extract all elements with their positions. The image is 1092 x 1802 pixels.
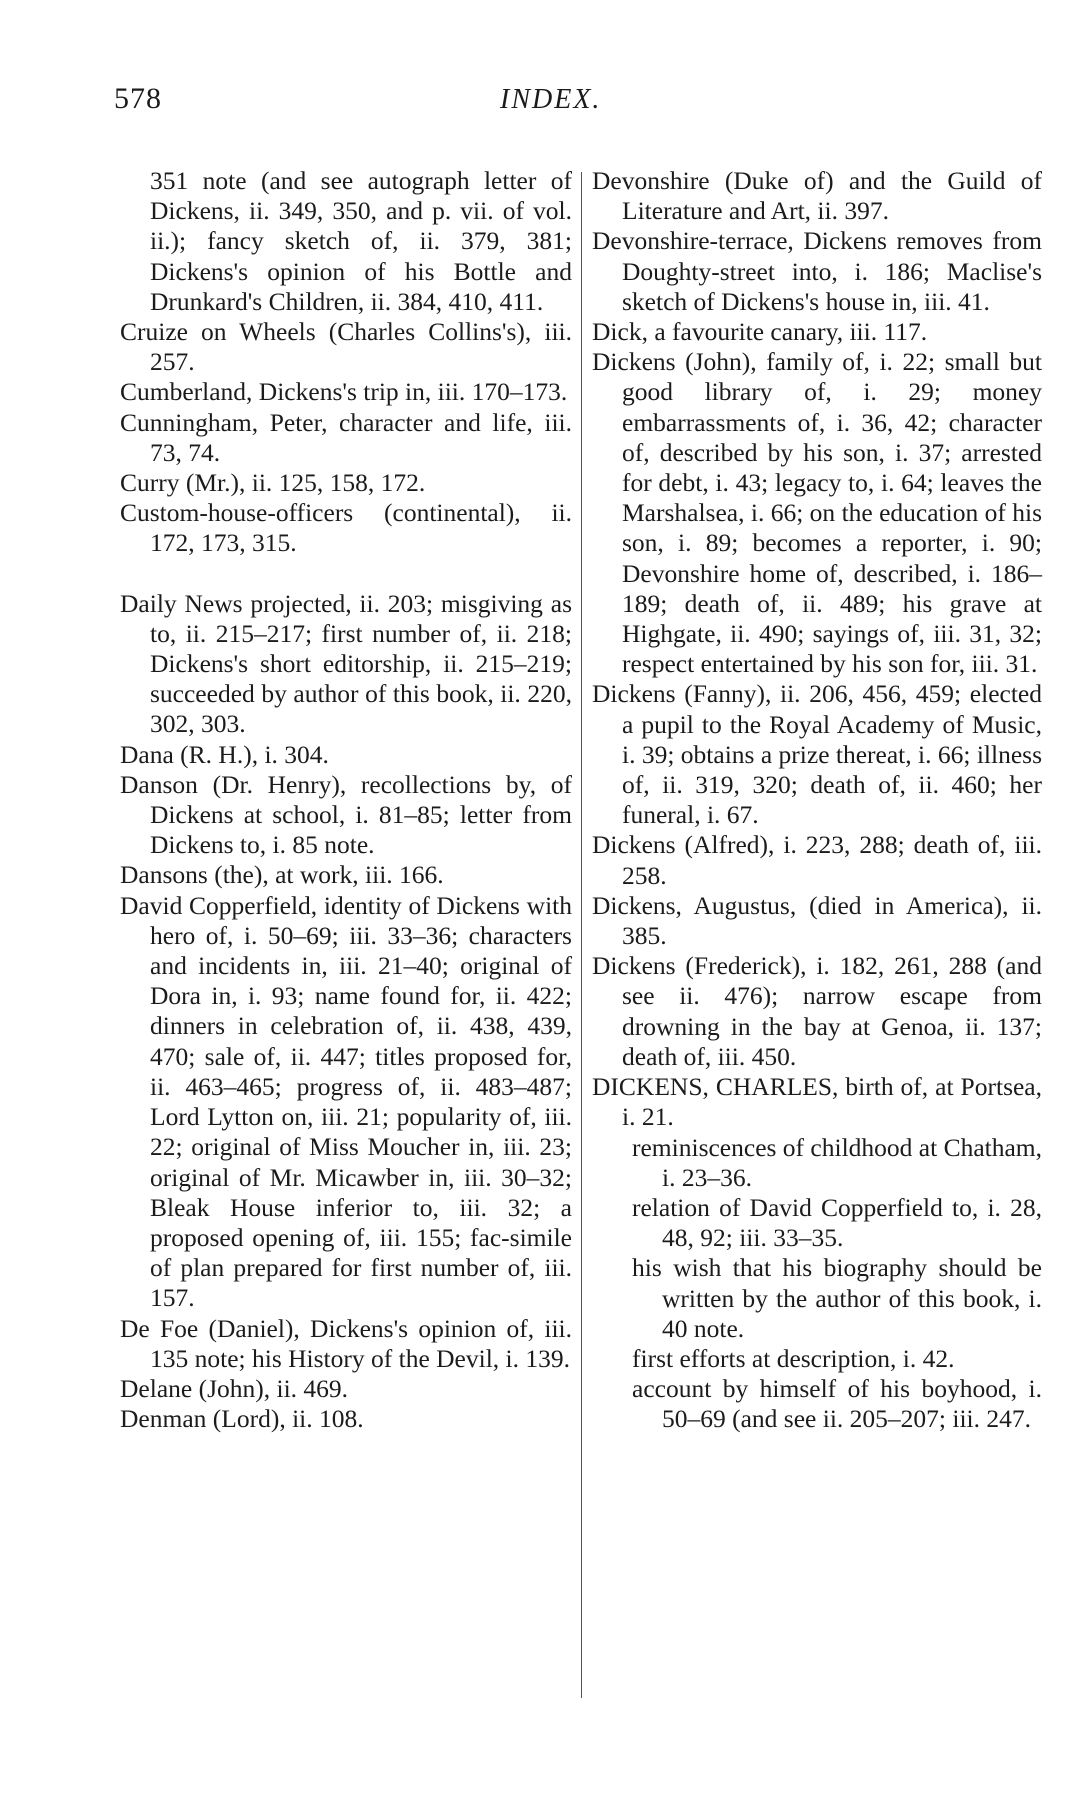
- index-entry-dickens-fanny: Dickens (Fanny), ii. 206, 456, 459; elected a pupil to the Royal Academy of Music, i. 39; obtains a prize thereat, i. 66; illness of, ii. 319, 320; death of, ii. 460; her funeral, i. 67.: [592, 679, 1042, 830]
- letter-gap: [120, 559, 572, 589]
- index-entry-devonshire-terrace: Devonshire-terrace, Dickens removes from Doughty-street into, i. 186; Maclise's sketch of Dickens's house in, iii. 41.: [592, 226, 1042, 316]
- index-subentry-biography-wish: his wish that his biography should be written by the author of this book, i. 40 note.: [632, 1253, 1042, 1343]
- index-subentry-boyhood-account: account by himself of his boyhood, i. 50–69 (and see ii. 205–207; iii. 247.: [632, 1374, 1042, 1434]
- index-entry-dickens-alfred: Dickens (Alfred), i. 223, 288; death of, iii. 258.: [592, 830, 1042, 890]
- index-subentry-reminiscences: reminiscences of childhood at Chatham, i. 23–36.: [632, 1132, 1043, 1192]
- index-entry-continuation: 351 note (and see autograph letter of Dickens, ii. 349, 350, and p. vii. of vol. ii.); fancy sketch of, ii. 379, 381; Dickens's opinion of his Bottle and Drunkard's Children, ii. 384, 410, 411.: [150, 166, 572, 316]
- page-number: 578: [114, 82, 162, 115]
- index-entry-delane: Delane (John), ii. 469.: [120, 1373, 349, 1403]
- index-entry-curry: Curry (Mr.), ii. 125, 158, 172.: [120, 468, 426, 498]
- index-entry-custom-house-officers: Custom-house-officers (continental), ii. 172, 173, 315.: [120, 498, 572, 558]
- index-entry-cumberland: Cumberland, Dickens's trip in, iii. 170–173.: [120, 377, 568, 407]
- left-column: [120, 166, 572, 1434]
- index-subentry-relation-copperfield: relation of David Copperfield to, i. 28, 48, 92; iii. 33–35.: [632, 1192, 1042, 1253]
- index-entry-de-foe: De Foe (Daniel), Dickens's opinion of, iii. 135 note; his History of the Devil, i. 139.: [120, 1313, 572, 1373]
- index-entry-dickens-charles: DICKENS, CHARLES, birth of, at Portsea, i. 21.: [592, 1072, 1042, 1132]
- index-entry-devonshire-duke: Devonshire (Duke of) and the Guild of Literature and Art, ii. 397.: [592, 166, 1042, 226]
- index-entry-dickens-john: Dickens (John), family of, i. 22; small but good library of, i. 29; money embarrassments of, i. 36, 42; character of, described by his son, i. 37; arrested for debt, i. 43; legacy to, i. 64; leaves the Marshalsea, i. 66; on the education of his son, i. 89; becomes a reporter, i. 90; Devonshire home of, described, i. 186–189; death of, ii. 489; his grave at Highgate, ii. 490; sayings of, iii. 31, 32; respect entertained by his son for, iii. 31.: [592, 347, 1042, 679]
- index-entry-cruize-on-wheels: Cruize on Wheels (Charles Collins's), iii. 257.: [120, 317, 572, 377]
- index-entry-cunningham: Cunningham, Peter, character and life, iii. 73, 74.: [120, 407, 572, 467]
- index-entry-dana: Dana (R. H.), i. 304.: [120, 739, 329, 769]
- index-entry-dick-canary: Dick, a favourite canary, iii. 117.: [592, 317, 928, 347]
- running-head: INDEX.: [500, 84, 602, 115]
- column-divider: [581, 172, 582, 1698]
- index-entry-dickens-frederick: Dickens (Frederick), i. 182, 261, 288 (and see ii. 476); narrow escape from drowning in the bay at Genoa, ii. 137; death of, iii. 450.: [592, 951, 1042, 1071]
- index-entry-danson: Danson (Dr. Henry), recollections by, of Dickens at school, i. 81–85; letter from Dickens to, i. 85 note.: [120, 769, 572, 860]
- right-column: [592, 166, 1042, 1435]
- index-entry-dansons: Dansons (the), at work, iii. 166.: [120, 860, 444, 890]
- index-entry-denman: Denman (Lord), ii. 108.: [120, 1404, 364, 1434]
- index-subentry-first-efforts: first efforts at description, i. 42.: [632, 1343, 955, 1373]
- index-entry-dickens-augustus: Dickens, Augustus, (died in America), ii. 385.: [592, 890, 1042, 951]
- index-entry-daily-news: Daily News projected, ii. 203; misgiving as to, ii. 215–217; first number of, ii. 218; Dickens's short editorship, ii. 215–219; succeeded by author of this book, ii. 220, 302, 303.: [120, 588, 572, 739]
- index-entry-david-copperfield: David Copperfield, identity of Dickens with hero of, i. 50–69; iii. 33–36; characters and incidents in, iii. 21–40; original of Dora in, i. 93; name found for, ii. 422; dinners in celebration of, ii. 438, 439, 470; sale of, ii. 447; titles proposed for, ii. 463–465; progress of, ii. 483–487; Lord Lytton on, iii. 21; popularity of, iii. 22; original of Miss Moucher in, iii. 23; original of Mr. Micawber in, iii. 30–32; Bleak House inferior to, iii. 32; a proposed opening of, iii. 155; fac-simile of plan prepared for first number of, iii. 157.: [120, 890, 572, 1313]
